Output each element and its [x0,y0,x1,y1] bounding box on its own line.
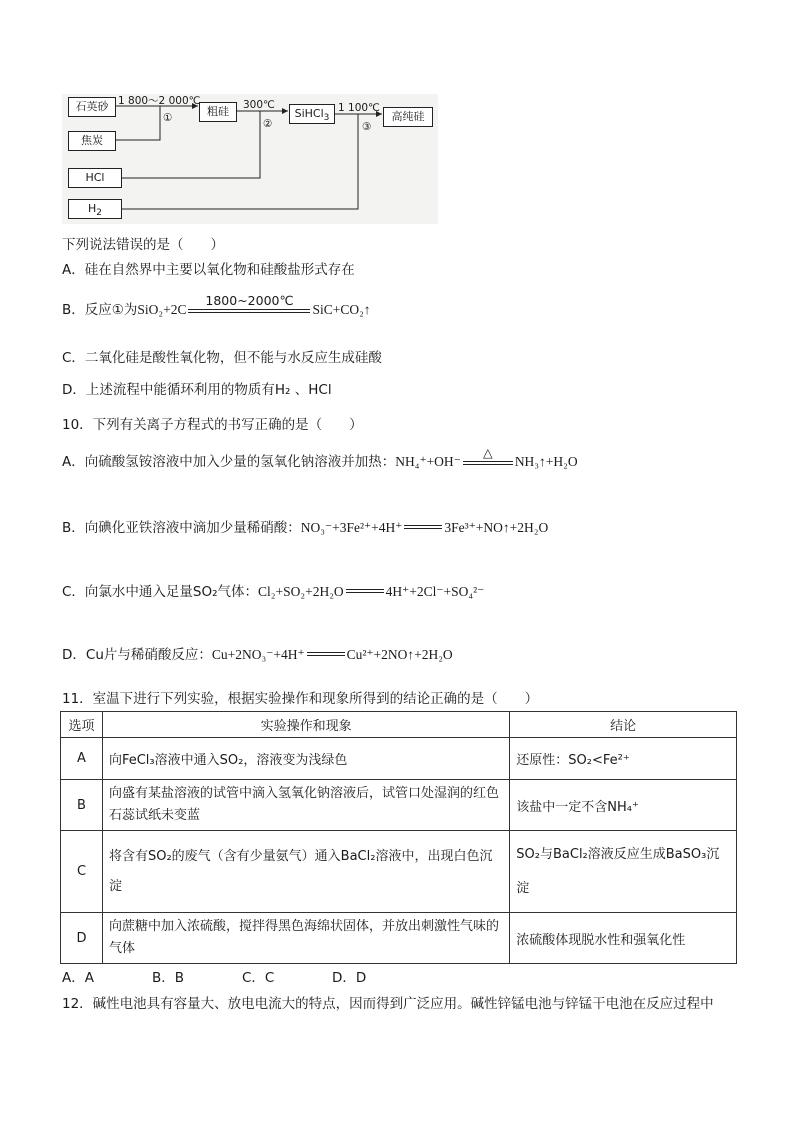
coke-label: 焦炭 [81,134,103,147]
q11-stem: 11．室温下进行下列实验，根据实验操作和现象所得到的结论正确的是（ ） [62,691,539,707]
q10-a-heat-symbol: △ [483,445,493,460]
table-row [61,738,737,780]
hcl-label: HCl [85,171,105,184]
row-b-option: B [61,780,103,831]
header-conclusion: 结论 [510,712,737,738]
q9-b-prefix: B．反应①为 [62,302,138,318]
q10-b-equals [404,525,442,529]
row-a-option: A [61,738,103,780]
q11-experiment-table [60,711,737,964]
quartz-sand-box [68,97,116,117]
table-row [61,831,737,913]
row-c-operation: 将含有SO₂的废气（含有少量氨气）通入BaCl₂溶液中，出现白色沉淀 [102,831,509,913]
q9-b-reactants: SiO₂+2C [137,302,187,317]
h2-label: H [87,202,97,215]
row-b-operation: 向盛有某盐溶液的试管中滴入氢氧化钠溶液后，试管口处湿润的红色石蕊试纸未变蓝 [102,780,509,831]
q10-option-a [62,445,578,479]
q9-option-c: C．二氧化硅是酸性氧化物，但不能与水反应生成硅酸 [62,350,382,366]
q11-choice-a: A．A [62,970,94,986]
row-d-operation: 向蔗糖中加入浓硫酸，搅拌得黑色海绵状固体，并放出刺激性气味的气体 [102,913,509,964]
q10-d-prefix: D．Cu片与稀硝酸反应： [62,647,212,663]
q9-option-a: A．硅在自然界中主要以氧化物和硅酸盐形式存在 [62,262,355,278]
coke-box [68,131,116,151]
q10-d-equals [307,652,345,656]
step3-number: ③ [362,121,372,133]
hcl-box [68,168,122,188]
step2-number: ② [263,118,273,130]
q9-b-products: SiC+CO₂↑ [312,302,371,317]
step1-number: ① [163,112,173,124]
crude-silicon-label: 粗硅 [207,105,229,118]
q10-c-reactants: Cl₂+SO₂+2H₂O [258,584,344,599]
row-a-operation: 向FeCl₃溶液中通入SO₂，溶液变为浅绿色 [102,738,509,780]
q10-option-d [62,645,453,665]
table-header-row [61,712,737,738]
row-b-conclusion: 该盐中一定不含NH₄⁺ [510,780,737,831]
q9-option-d: D．上述流程中能循环利用的物质有H₂ 、HCl [62,382,332,398]
table-row [61,780,737,831]
row-d-conclusion: 浓硫酸体现脱水性和强氧化性 [510,913,737,964]
step1-temperature: 1 800～2 000℃ [118,95,201,107]
q11-choice-c: C．C [242,970,275,986]
q10-option-c [62,582,484,602]
process-flow-diagram [62,94,438,224]
q10-d-reactants: Cu+2NO₃⁻+4H⁺ [211,647,305,662]
row-c-option: C [61,831,103,913]
q10-a-products: NH₃↑+H₂O [514,454,578,469]
q10-b-reactants: NO₃⁻+3Fe²⁺+4H⁺ [300,520,403,535]
q10-a-prefix: A．向硫酸氢铵溶液中加入少量的氢氧化钠溶液并加热： [62,454,396,470]
q10-option-b [62,518,548,538]
q10-c-prefix: C．向氯水中通入足量SO₂气体： [62,584,259,600]
row-c-conclusion: SO₂与BaCl₂溶液反应生成BaSO₃沉淀 [510,831,737,913]
sihcl3-label: SiHCl [294,107,324,120]
q10-d-products: Cu²⁺+2NO↑+2H₂O [346,647,453,662]
row-a-conclusion: 还原性：SO₂<Fe²⁺ [510,738,737,780]
q10-a-reactants: NH₄⁺+OH⁻ [395,454,461,469]
step2-temperature: 300℃ [243,99,275,111]
row-d-option: D [61,913,103,964]
table-row [61,913,737,964]
q9-stem: 下列说法错误的是（ ） [62,237,224,253]
q10-a-reaction-condition [463,445,513,479]
q11-choice-b: B．B [152,970,185,986]
pure-silicon-box [383,107,433,127]
q10-c-products: 4H⁺+2Cl⁻+SO₄²⁻ [385,584,485,599]
header-option: 选项 [61,712,103,738]
crude-silicon-box [199,102,237,122]
q9-b-reaction-condition [188,293,310,327]
q10-stem: 10．下列有关离子方程式的书写正确的是（ ） [62,417,363,433]
step3-temperature: 1 100℃ [338,102,380,114]
q10-c-equals [346,589,384,593]
q9-b-condition-text: 1800~2000℃ [205,293,294,308]
q12-stem: 12．碱性电池具有容量大、放电电流大的特点，因而得到广泛应用。碱性锌锰电池与锌锰干电池在反应过程中 [62,996,714,1012]
q11-choices [62,968,422,988]
pure-silicon-label: 高纯硅 [391,110,425,123]
sihcl3-box: SiHCl$_3$ [289,104,335,124]
q9-option-b [62,293,371,327]
header-operation: 实验操作和现象 [102,712,509,738]
h2-box: $H_2$ [68,199,122,219]
quartz-sand-label: 石英砂 [75,100,109,113]
q11-choice-d: D．D [332,970,367,986]
q10-b-prefix: B．向碘化亚铁溶液中滴加少量稀硝酸： [62,520,301,536]
q10-b-products: 3Fe³⁺+NO↑+2H₂O [444,520,549,535]
